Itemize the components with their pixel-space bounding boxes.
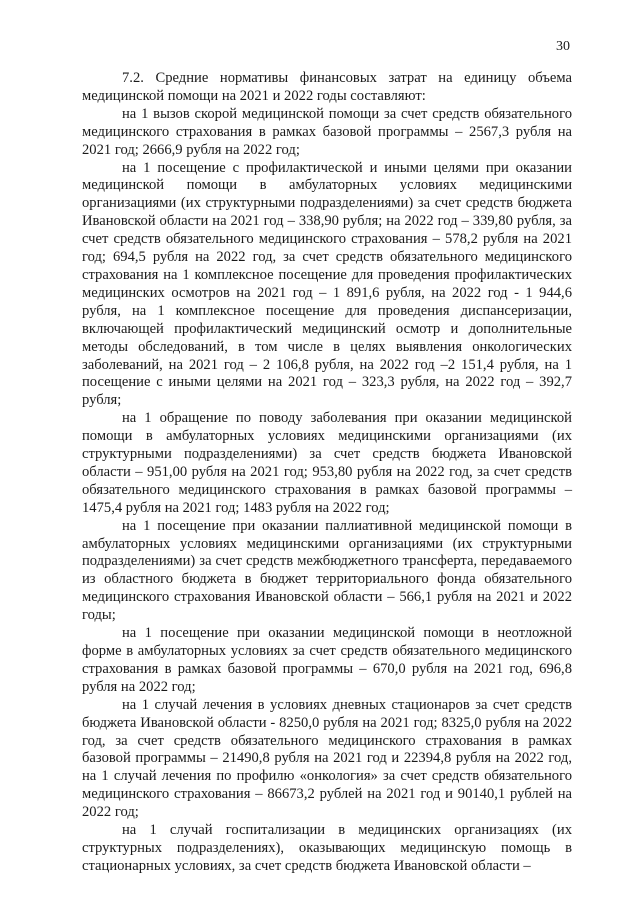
page-number: 30 (556, 39, 570, 54)
document-body (82, 70, 572, 876)
paragraph-hospitalization: на 1 случай госпитализации в медицинских организациях (их структурных подразделениях), оказывающих медицинскую помощь в стационарных условиях, за счет средств бюджета Ивановской области – (82, 822, 572, 874)
paragraph-palliative-visit: на 1 посещение при оказании паллиативной медицинской помощи в амбулаторных условиях медицинскими организациями (их структурными подразделениями) за счет средств межбюджетного трансферта, передаваемого из областного бюджета в бюджет территориального фонда обязательного медицинского страхования Ивановской области – 566,1 рубля на 2021 и 2022 годы; (82, 517, 572, 624)
paragraph-preventive-visit: на 1 посещение с профилактической и иными целями при оказании медицинской помощи в амбулаторных условиях медицинскими организациями (их структурными подразделениями) за счет средств бюджета Ивановской области на 2021 год – 338,90 рубля; на 2022 год – 339,80 рубля, за счет средств обязательного медицинского страхования – 578,2 рубля на 2021 год; 694,5 рубля на 2022 год, за счет средств обязательного медицинского страхования на 1 комплексное посещение для проведения профилактических медицинских осмотров на 2021 год – 1 891,6 рубля, на 2022 год - 1 944,6 рубля, на 1 комплексное посещение для проведения диспансеризации, включающей профилактический медицинский осмотр и дополнительные методы обследований, в том числе в целях выявления онкологических заболеваний, на 2021 год – 2 106,8 рубля, на 2022 год –2 151,4 рубля, на 1 посещение с иными целями на 2021 год – 323,3 рубля, на 2022 год – 392,7 рубля; (82, 159, 572, 409)
paragraph-emergency-call: на 1 вызов скорой медицинской помощи за счет средств обязательного медицинского страхования в рамках базовой программы – 2567,3 рубля на 2021 год; 2666,9 рубля на 2022 год; (82, 105, 572, 158)
paragraph-urgent-visit: на 1 посещение при оказании медицинской помощи в неотложной форме в амбулаторных условиях за счет средств обязательного медицинского страхования в рамках базовой программы – 670,0 рубля на 2021 год, 696,8 рубля на 2022 год; (82, 625, 572, 695)
paragraph-day-hospital: на 1 случай лечения в условиях дневных стационаров за счет средств бюджета Ивановской области - 8250,0 рубля на 2021 год; 8325,0 рубля на 2022 год, за счет средств обязательного медицинского страхования в рамках базовой программы – 21490,8 рубля на 2021 год и 22394,8 рубля на 2022 год, на 1 случай лечения по профилю «онкология» за счет средств обязательного медицинского страхования – 86673,2 рублей на 2021 год и 90140,1 рублей на 2022 год; (82, 696, 572, 821)
paragraph-disease-appeal: на 1 обращение по поводу заболевания при оказании медицинской помощи в амбулаторных условиях медицинскими организациями (их структурными подразделениями) за счет средств бюджета Ивановской области – 951,00 рубля на 2021 год; 953,80 рубля на 2022 год, за счет средств обязательного медицинского страхования в рамках базовой программы – 1475,4 рубля на 2021 год; 1483 рубля на 2022 год; (82, 410, 572, 516)
paragraph-section-heading: 7.2. Средние нормативы финансовых затрат на единицу объема медицинской помощи на 2021 и 2022 годы составляют: (82, 70, 572, 104)
